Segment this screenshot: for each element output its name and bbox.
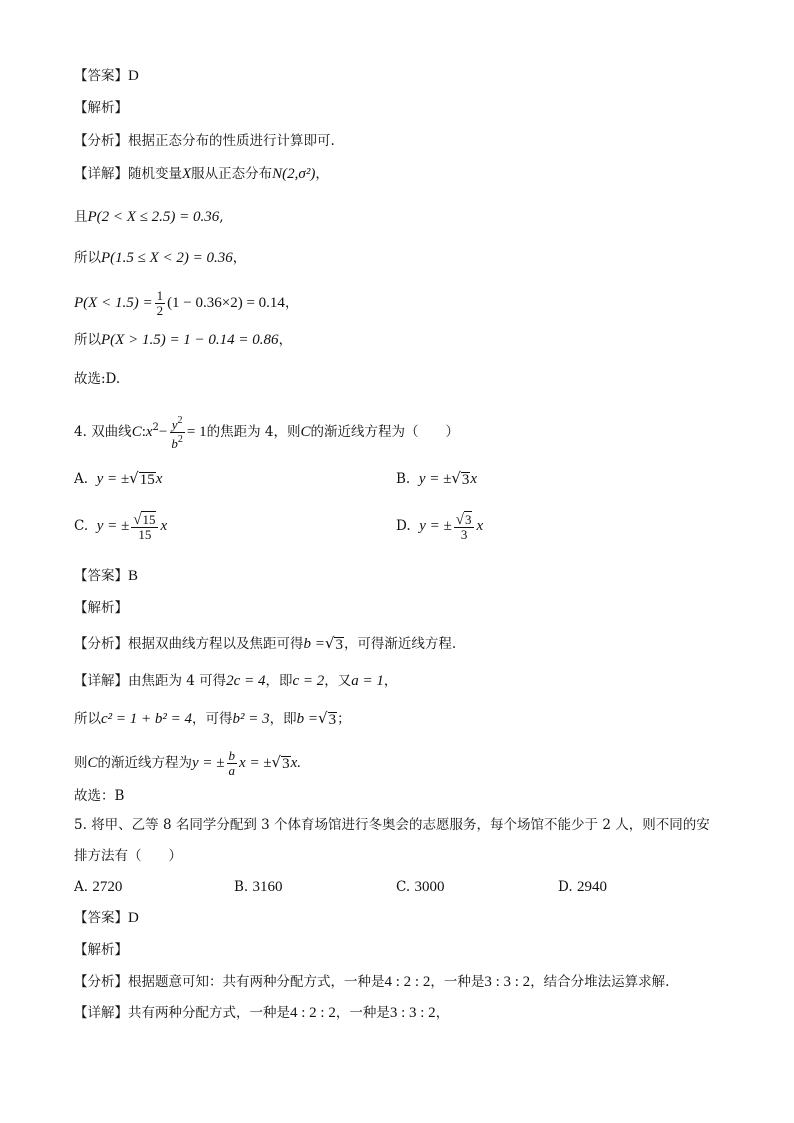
answer-tag: 【答案】 [74,68,128,84]
var-b: b [171,436,178,451]
q3-analysis-line [74,98,128,118]
step-text: 的渐近线方程为 [97,755,193,771]
q4-answer-line [74,566,138,586]
conclusion-text: 故选:D. [74,371,121,387]
prob-formula: P(1.5 ≤ X < 2) = 0.36 [101,250,233,266]
punct: ； [337,711,351,727]
sqrt: √ 3 [324,634,343,653]
answer-value: D [128,910,139,926]
math-expr: a = 1 [351,673,384,689]
var-c: C [87,755,98,771]
q5-option-a[interactable] [74,877,122,897]
sqrt: √ 3 [271,753,290,772]
prob-formula: P(2 < X ≤ 2.5) = 0.36 [87,209,220,225]
q5-stem-line-2 [74,846,182,866]
fraction-y2-b2 [169,414,185,451]
var-c: C [300,424,311,440]
radicand: 15 [142,512,156,527]
step-text: ，即 [269,711,297,727]
fenxi-text: ，可得渐近线方程. [343,636,457,652]
fenxi-text: ，结合分堆法运算求解. [530,974,670,990]
radicand: 3 [328,712,337,728]
q3-detail-line [74,164,329,184]
exponent: 2 [177,415,183,426]
q3-conclusion [74,369,120,389]
option-letter: D. [396,518,411,534]
fenxi-tag: 【分析】 [74,974,128,990]
punct: , [219,209,224,225]
detail-text: 共有两种分配方式，一种是 [128,1005,290,1021]
minus: − [158,424,168,440]
q5-option-c[interactable] [396,877,444,897]
analysis-tag: 【解析】 [74,100,128,116]
step-prefix: 所以 [74,250,101,266]
math-expr: c = 2 [292,673,325,689]
punct: ， [435,1005,450,1021]
q3-fenxi-line [74,131,335,151]
stem-text: 的渐近线方程为（ ） [310,424,460,440]
var-c: C [131,424,142,440]
stem-text: 的焦距为 4，则 [206,424,301,440]
sqrt: √ 3 [318,709,337,728]
equals-one: = 1 [186,424,207,440]
option-letter: C. [396,879,411,895]
fraction [227,749,238,778]
q4-step-2 [74,708,351,729]
option-letter: C. [74,518,89,534]
math-lhs: b = [303,636,325,652]
xiangjie-tag: 【详解】 [74,1005,128,1021]
var-x: x [476,518,484,534]
q3-answer-line [74,66,139,86]
step-prefix: 所以 [74,332,101,348]
radicand: 15 [139,472,155,488]
ratio: 3 : 3 : 2 [389,1005,436,1021]
detail-text: ，即 [265,673,293,689]
q5-stem-line-1 [74,815,710,835]
question-number: 5. [74,817,87,833]
xiangjie-tag: 【详解】 [74,166,128,182]
q4-conclusion [74,786,124,806]
q5-detail-line [74,1003,449,1023]
q4-detail-line [74,671,397,691]
option-lhs: y = ± [96,518,130,534]
math-expr: b² = 3 [232,711,270,727]
option-value: 2940 [576,879,607,895]
q4-stem [74,414,459,451]
option-letter: B. [396,471,411,487]
q4-option-c[interactable] [74,511,167,542]
xiangjie-tag: 【详解】 [74,673,128,689]
q5-option-d[interactable] [558,877,607,897]
prob-formula-left: P(X < 1.5) = [74,295,153,311]
fraction: √ 3 3 [454,511,475,542]
fenxi-tag: 【分析】 [74,636,128,652]
punct: ， [278,332,293,348]
math-expr: c² = 1 + b² = 4 [101,711,193,727]
answer-tag: 【答案】 [74,568,128,584]
prob-formula-right: (1 − 0.36×2) = 0.14 [167,295,285,311]
question-number: 4. [74,424,87,440]
q3-step-2 [74,207,224,227]
stem-text: 排方法有（ ） [74,848,182,864]
punct: ， [315,166,329,182]
conclusion-text: 故选：B [74,788,125,804]
analysis-tag: 【解析】 [74,942,128,958]
frac-den: a [228,763,236,778]
math-expr: 2c = 4 [226,673,266,689]
q4-option-b[interactable] [396,468,477,489]
answer-value: D [128,68,139,84]
frac-den: 3 [460,527,468,542]
math-expr: x. [290,755,302,771]
detail-text: ，又 [324,673,352,689]
colon: : [141,424,146,440]
frac-den: 2 [156,303,164,318]
ratio: 4 : 2 : 2 [384,974,431,990]
analysis-tag: 【解析】 [74,600,128,616]
exponent: 2 [177,434,183,445]
option-letter: A. [74,879,89,895]
punct: ， [383,673,398,689]
q4-analysis-line [74,598,128,618]
q5-option-b[interactable] [234,877,283,897]
option-lhs: y = ± [419,518,452,534]
fenxi-text: 根据双曲线方程以及焦距可得 [128,636,304,652]
option-letter: D. [558,879,573,895]
step-prefix: 且 [74,209,88,225]
radicand: 3 [282,756,290,772]
q5-fenxi-line [74,972,669,992]
fenxi-text: ，一种是 [430,974,485,990]
detail-text: 服从正态分布 [191,166,273,182]
var-x: x [155,471,163,487]
q4-option-a[interactable] [74,468,162,489]
math-lhs: b = [296,711,319,727]
radicand: 3 [461,472,470,488]
answer-tag: 【答案】 [74,910,128,926]
option-lhs: y = ± [96,471,130,487]
normal-dist-formula: N(2,σ²) [272,166,316,182]
option-letter: B. [234,879,249,895]
option-value: 3160 [252,879,283,895]
fenxi-text: 根据题意可知：共有两种分配方式，一种是 [128,974,385,990]
stem-text: 将甲、乙等 8 名同学分配到 3 个体育场馆进行冬奥会的志愿服务，每个场馆不能少于 2 人，则不同的安 [91,817,710,833]
math-lhs: y = ± [192,755,225,771]
step-prefix: 则 [74,755,88,771]
fraction [155,289,166,318]
fenxi-text: 根据正态分布的性质进行计算即可. [128,133,335,149]
sqrt: √ 15 [129,469,155,488]
option-value: 2720 [92,879,123,895]
option-lhs: y = ± [418,471,452,487]
frac-num: 1 [156,288,164,303]
exponent: 2 [152,422,159,433]
var-x: x [160,518,168,534]
q3-step-3 [74,248,246,268]
var-y: y [171,417,178,432]
q4-fenxi-line [74,633,456,654]
detail-text: 随机变量 [128,166,182,182]
fraction: √ 15 15 [131,511,158,542]
frac-num: b [228,748,236,763]
punct: ， [232,250,247,266]
step-prefix: 所以 [74,711,101,727]
q5-analysis-line [74,940,128,960]
punct: ， [284,295,299,311]
radicand: 3 [464,512,472,527]
q4-option-d[interactable] [396,511,483,542]
ratio: 3 : 3 : 2 [484,974,531,990]
var-x: X [182,166,192,182]
stem-text: 双曲线 [91,424,132,440]
step-text: ，可得 [192,711,233,727]
frac-den: 15 [138,527,152,542]
q3-step-4 [74,289,298,318]
var-x: x [470,471,478,487]
option-value: 3000 [414,879,445,895]
option-letter: A. [74,471,89,487]
var-x: x [145,424,153,440]
radicand: 3 [335,637,343,653]
answer-value: B [128,568,139,584]
detail-text: 由焦距为 4 可得 [128,673,227,689]
q3-step-5 [74,330,292,350]
q5-answer-line [74,908,139,928]
q4-step-3 [74,749,301,778]
detail-text: ，一种是 [335,1005,390,1021]
prob-formula: P(X > 1.5) = 1 − 0.14 = 0.86 [101,332,279,348]
sqrt: √ 3 [451,469,470,488]
math-expr: x = ± [239,755,272,771]
ratio: 4 : 2 : 2 [290,1005,336,1021]
fenxi-tag: 【分析】 [74,133,128,149]
